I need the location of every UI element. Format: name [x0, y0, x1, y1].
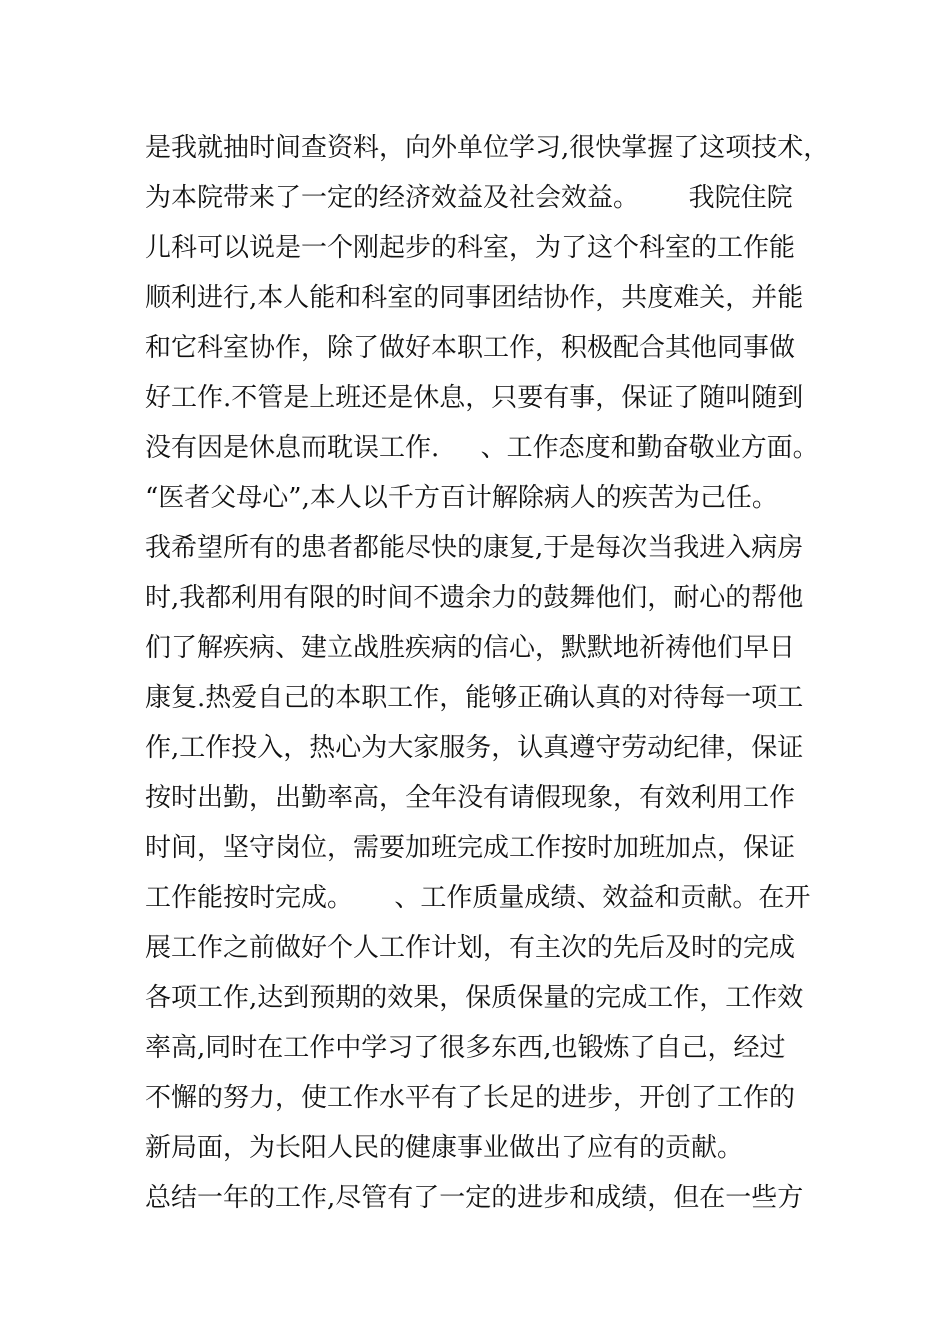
text-line: 按时出勤，出勤率高，全年没有请假现象，有效利用工作: [145, 783, 796, 813]
text-line: 顺利进行,本人能和科室的同事团结协作，共度难关，并能: [145, 283, 804, 313]
text-line: 好工作.不管是上班还是休息，只要有事，保证了随叫随到: [145, 383, 804, 413]
text-line: 时间，坚守岗位，需要加班完成工作按时加班加点，保证: [145, 833, 796, 863]
text-line: 新局面，为长阳人民的健康事业做出了应有的贡献。: [145, 1133, 744, 1163]
text-line: “医者父母心”,本人以千方百计解除病人的疾苦为己任。: [145, 483, 778, 513]
text-line: 率高,同时在工作中学习了很多东西,也锻炼了自己，经过: [145, 1033, 786, 1063]
text-line: 工作能按时完成。 、工作质量成绩、效益和贡献。在开: [145, 883, 811, 913]
text-line: 各项工作,达到预期的效果，保质保量的完成工作，工作效: [145, 983, 804, 1013]
text-line: 总结一年的工作,尽管有了一定的进步和成绩，但在一些方: [145, 1183, 804, 1213]
text-line: 是我就抽时间查资料，向外单位学习,很快掌握了这项技术，: [145, 133, 830, 163]
text-line: 时,我都利用有限的时间不遗余力的鼓舞他们，耐心的帮他: [145, 583, 804, 613]
text-line: 儿科可以说是一个刚起步的科室，为了这个科室的工作能: [145, 233, 796, 263]
text-line: 我希望所有的患者都能尽快的康复,于是每次当我进入病房: [145, 533, 804, 563]
text-line: 们了解疾病、建立战胜疾病的信心，默默地祈祷他们早日: [145, 633, 796, 663]
text-line: 没有因是休息而耽误工作. 、工作态度和勤奋敬业方面。: [145, 433, 819, 463]
text-line: 康复.热爱自己的本职工作，能够正确认真的对待每一项工: [145, 683, 804, 713]
text-line: 为本院带来了一定的经济效益及社会效益。 我院住院: [145, 183, 793, 213]
text-line: 和它科室协作，除了做好本职工作，积极配合其他同事做: [145, 333, 796, 363]
text-line: 作,工作投入，热心为大家服务，认真遵守劳动纪律，保证: [145, 733, 804, 763]
text-line: 不懈的努力，使工作水平有了长足的进步，开创了工作的: [145, 1083, 796, 1113]
text-line: 展工作之前做好个人工作计划，有主次的先后及时的完成: [145, 933, 796, 963]
